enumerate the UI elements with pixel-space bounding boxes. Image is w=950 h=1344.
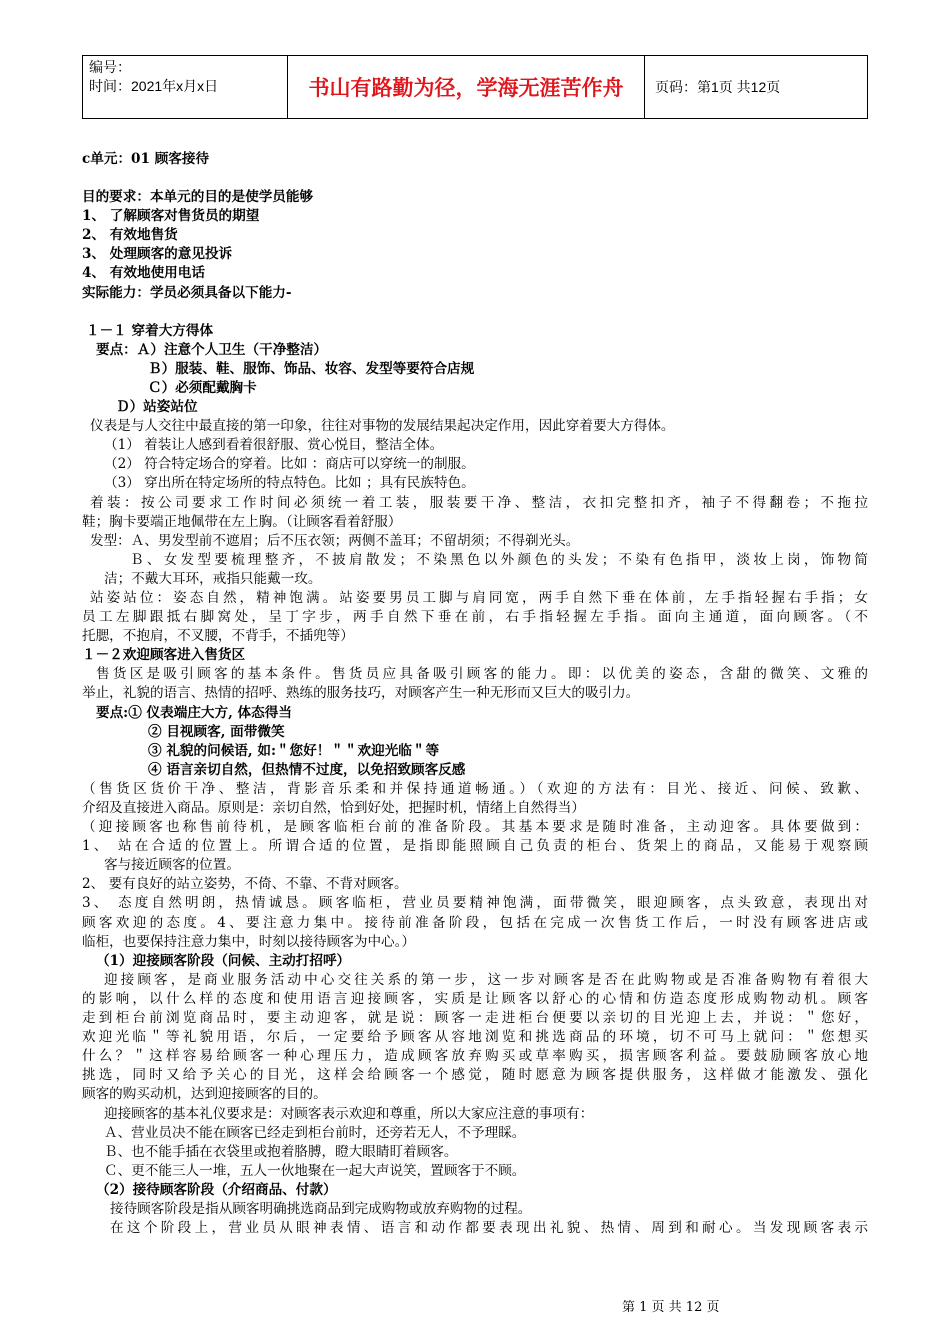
heading-line: （1）迎接顾客阶段（问候、主动打招呼） bbox=[96, 952, 351, 969]
heading-line: ④ 语言亲切自然，但热情不过度，以免招致顾客反感 bbox=[148, 761, 466, 778]
text-line: 在这个阶段上，营业员从眼神表情、语言和动作都要表现出礼貌、热情、周到和耐心。当发现顾客表示 bbox=[110, 1220, 868, 1237]
heading-line: 2、 有效地售货 bbox=[82, 227, 178, 244]
text-line: （3） 穿出所在特定场所的特点特色。比如 ；具有民族特色。 bbox=[104, 475, 475, 492]
blank-line bbox=[82, 169, 868, 188]
text-line: 1、 站在合适的位置上。所谓合适的位置，是指即能照顾自己负责的柜台、货架上的商品，又能易于观察顾 bbox=[82, 838, 868, 855]
heading-line: ③ 礼貌的问候语, 如:＂您好！＂＂欢迎光临＂等 bbox=[148, 742, 440, 759]
text-line: 着装：按公司要求工作时间必须统一着工装，服装要干净、整洁，衣扣完整扣齐，袖子不得翻卷；不拖拉 bbox=[90, 494, 868, 511]
text-line: 客与接近顾客的位置。 bbox=[104, 857, 240, 874]
text-line: 迎接顾客的基本礼仪要求是：对顾客表示欢迎和尊重，所以大家应注意的事项有： bbox=[104, 1105, 594, 1122]
header-page-number: 页码：第1页 共12页 bbox=[645, 56, 868, 119]
heading-line: 目的要求：本单元的目的是使学员能够 bbox=[82, 189, 314, 206]
heading-line: Ｄ）站姿站位 bbox=[116, 399, 198, 416]
text-line: 员工左脚跟抵右脚窝处，呈丁字步，两手自然下垂在前，右手指轻握左手指。面向主通道，面向顾客。（不 bbox=[82, 609, 868, 626]
heading-line: １－１ 穿着大方得体 bbox=[86, 322, 214, 339]
text-line: 举止，礼貌的语言、热情的招呼、熟练的服务技巧，对顾客产生一种无形而又巨大的吸引力。 bbox=[82, 685, 640, 702]
text-line: （1） 着装让人感到看着很舒服、赏心悦目，整洁全体。 bbox=[104, 437, 444, 454]
text-line: Ｂ、也不能手插在衣袋里或抱着胳膊，瞪大眼睛盯着顾客。 bbox=[104, 1143, 458, 1160]
text-line: 迎接顾客，是商业服务活动中心交往关系的第一步，这一步对顾客是否在此购物或是否准备购物有着很大 bbox=[104, 971, 868, 988]
blank-line bbox=[82, 303, 868, 322]
text-line: 发型：Ａ、男发型前不遮眉；后不压衣领；两侧不盖耳；不留胡须；不得剃光头。 bbox=[90, 532, 580, 549]
text-line: 2、 要有良好的站立姿势，不倚、不靠、不背对顾客。 bbox=[82, 876, 408, 893]
text-line: 的影响，以什么样的态度和使用语言迎接顾客，实质是让顾客以舒心的心情和仿造态度形成购物动机。顾客 bbox=[82, 990, 868, 1007]
text-line: 顾客欢迎的态度。4、要注意力集中。接待前准备阶段，包括在完成一次售货工作后，一时没有顾客进店或 bbox=[82, 914, 868, 931]
page-footer: 第 1 页 共 12 页 bbox=[622, 1300, 720, 1315]
header-meta bbox=[83, 56, 288, 119]
heading-line: ② 目视顾客, 面带微笑 bbox=[148, 723, 285, 740]
header-motto: 书山有路勤为径，学海无涯苦作舟 bbox=[288, 56, 645, 119]
heading-line: 实际能力：学员必须具备以下能力- bbox=[82, 284, 292, 301]
heading-line: 3、 处理顾客的意见投诉 bbox=[82, 246, 233, 263]
text-line: 售货区是吸引顾客的基本条件。售货员应具备吸引顾客的能力。即：以优美的姿态，含甜的微笑、文雅的 bbox=[96, 666, 868, 683]
heading-line: c单元：01 顾客接待 bbox=[82, 151, 210, 167]
text-line: 3、 态度自然明朗，热情诚恳。顾客临柜，营业员要精神饱满，面带微笑，眼迎顾客，点头致意，表现出对 bbox=[82, 895, 868, 912]
document-number-label: 编号： bbox=[89, 59, 131, 75]
text-line: 托腮，不抱肩，不叉腰，不背手，不插兜等） bbox=[82, 628, 354, 645]
text-line: 仪表是与人交往中最直接的第一印象，往往对事物的发展结果起决定作用，因此穿着要大方得体。 bbox=[90, 418, 675, 435]
text-line: 介绍及直接进入商品。原则是：亲切自然，恰到好处，把握时机，情绪上自然得当） bbox=[82, 800, 585, 816]
text-line: （迎接顾客也称售前待机，是顾客临柜台前的准备阶段。其基本要求是随时准备，主动迎客。具体要做到： bbox=[82, 819, 868, 836]
text-line: 站姿站位：姿态自然，精神饱满。站姿要男员工脚与肩同宽，两手自然下垂在体前，左手指轻握右手指；女 bbox=[90, 589, 868, 606]
heading-line: Ｃ）必须配戴胸卡 bbox=[148, 379, 257, 396]
text-line: 什么？＂这样容易给顾客一种心理压力，造成顾客放弃购买或草率购买，损害顾客利益。要鼓励顾客放心地 bbox=[82, 1048, 868, 1065]
heading-line: 要点:① 仪表端庄大方, 体态得当 bbox=[96, 704, 292, 721]
text-line: 走到柜台前浏览商品时，要主动迎客，就是说：顾客一走进柜台便要以亲切的目光迎上去，并说：＂您好， bbox=[82, 1010, 868, 1027]
heading-line: 4、 有效地使用电话 bbox=[82, 265, 205, 282]
text-line: 临柜，也要保持注意力集中，时刻以接待顾客为中心。） bbox=[82, 933, 416, 950]
text-line: Ａ、营业员决不能在顾客已经走到柜台前时，还旁若无人，不予理睬。 bbox=[104, 1124, 526, 1141]
text-line: 顾客的购买动机，达到迎接顾客的目的。 bbox=[82, 1086, 327, 1103]
text-line: 接待顾客阶段是指从顾客明确挑选商品到完成购物或放弃购物的过程。 bbox=[110, 1200, 532, 1217]
text-line: 鞋；胸卡要端正地佩带在左上胸。（让顾客看着舒服） bbox=[82, 513, 402, 530]
text-line: 挑选，同时又给予关心的目光，这样会给顾客一个感觉，随时愿意为顾客提供服务，这样做才能激发、强化 bbox=[82, 1067, 868, 1084]
heading-line: 1、 了解顾客对售货员的期望 bbox=[82, 208, 260, 225]
text-line: 欢迎光临＂等礼貌用语，尔后，一定要给予顾客从容地浏览和挑选商品的环境，切不可马上就问：＂您想买 bbox=[82, 1029, 868, 1046]
text-line: 洁；不戴大耳环，戒指只能戴一玫。 bbox=[104, 570, 322, 587]
heading-line: 要点：Ａ）注意个人卫生（干净整洁） bbox=[96, 341, 328, 358]
text-line: Ｂ、女发型要梳理整齐，不披肩散发；不染黑色以外颜色的头发；不染有色指甲，淡妆上岗，饰物简 bbox=[130, 551, 868, 568]
text-line: Ｃ、更不能三人一堆，五人一伙地聚在一起大声说笑，置顾客于不顾。 bbox=[104, 1162, 526, 1179]
heading-line: １－２欢迎顾客进入售货区 bbox=[82, 647, 246, 664]
document-body bbox=[82, 150, 868, 1238]
heading-line: （2）接待顾客阶段（介绍商品、付款） bbox=[96, 1181, 337, 1198]
heading-line: Ｂ）服装、鞋、服饰、饰品、妆容、发型等要符合店规 bbox=[148, 360, 475, 377]
text-line: （2） 符合特定场合的穿着。比如 ：商店可以穿统一的制服。 bbox=[104, 456, 475, 473]
text-line: （售货区货价干净、整洁，背影音乐柔和并保持通道畅通。）（欢迎的方法有：目光、接近、问候、致歉、 bbox=[82, 780, 868, 797]
page-header bbox=[82, 55, 868, 119]
document-time-label: 时间：2021年x月x日 bbox=[89, 78, 219, 94]
